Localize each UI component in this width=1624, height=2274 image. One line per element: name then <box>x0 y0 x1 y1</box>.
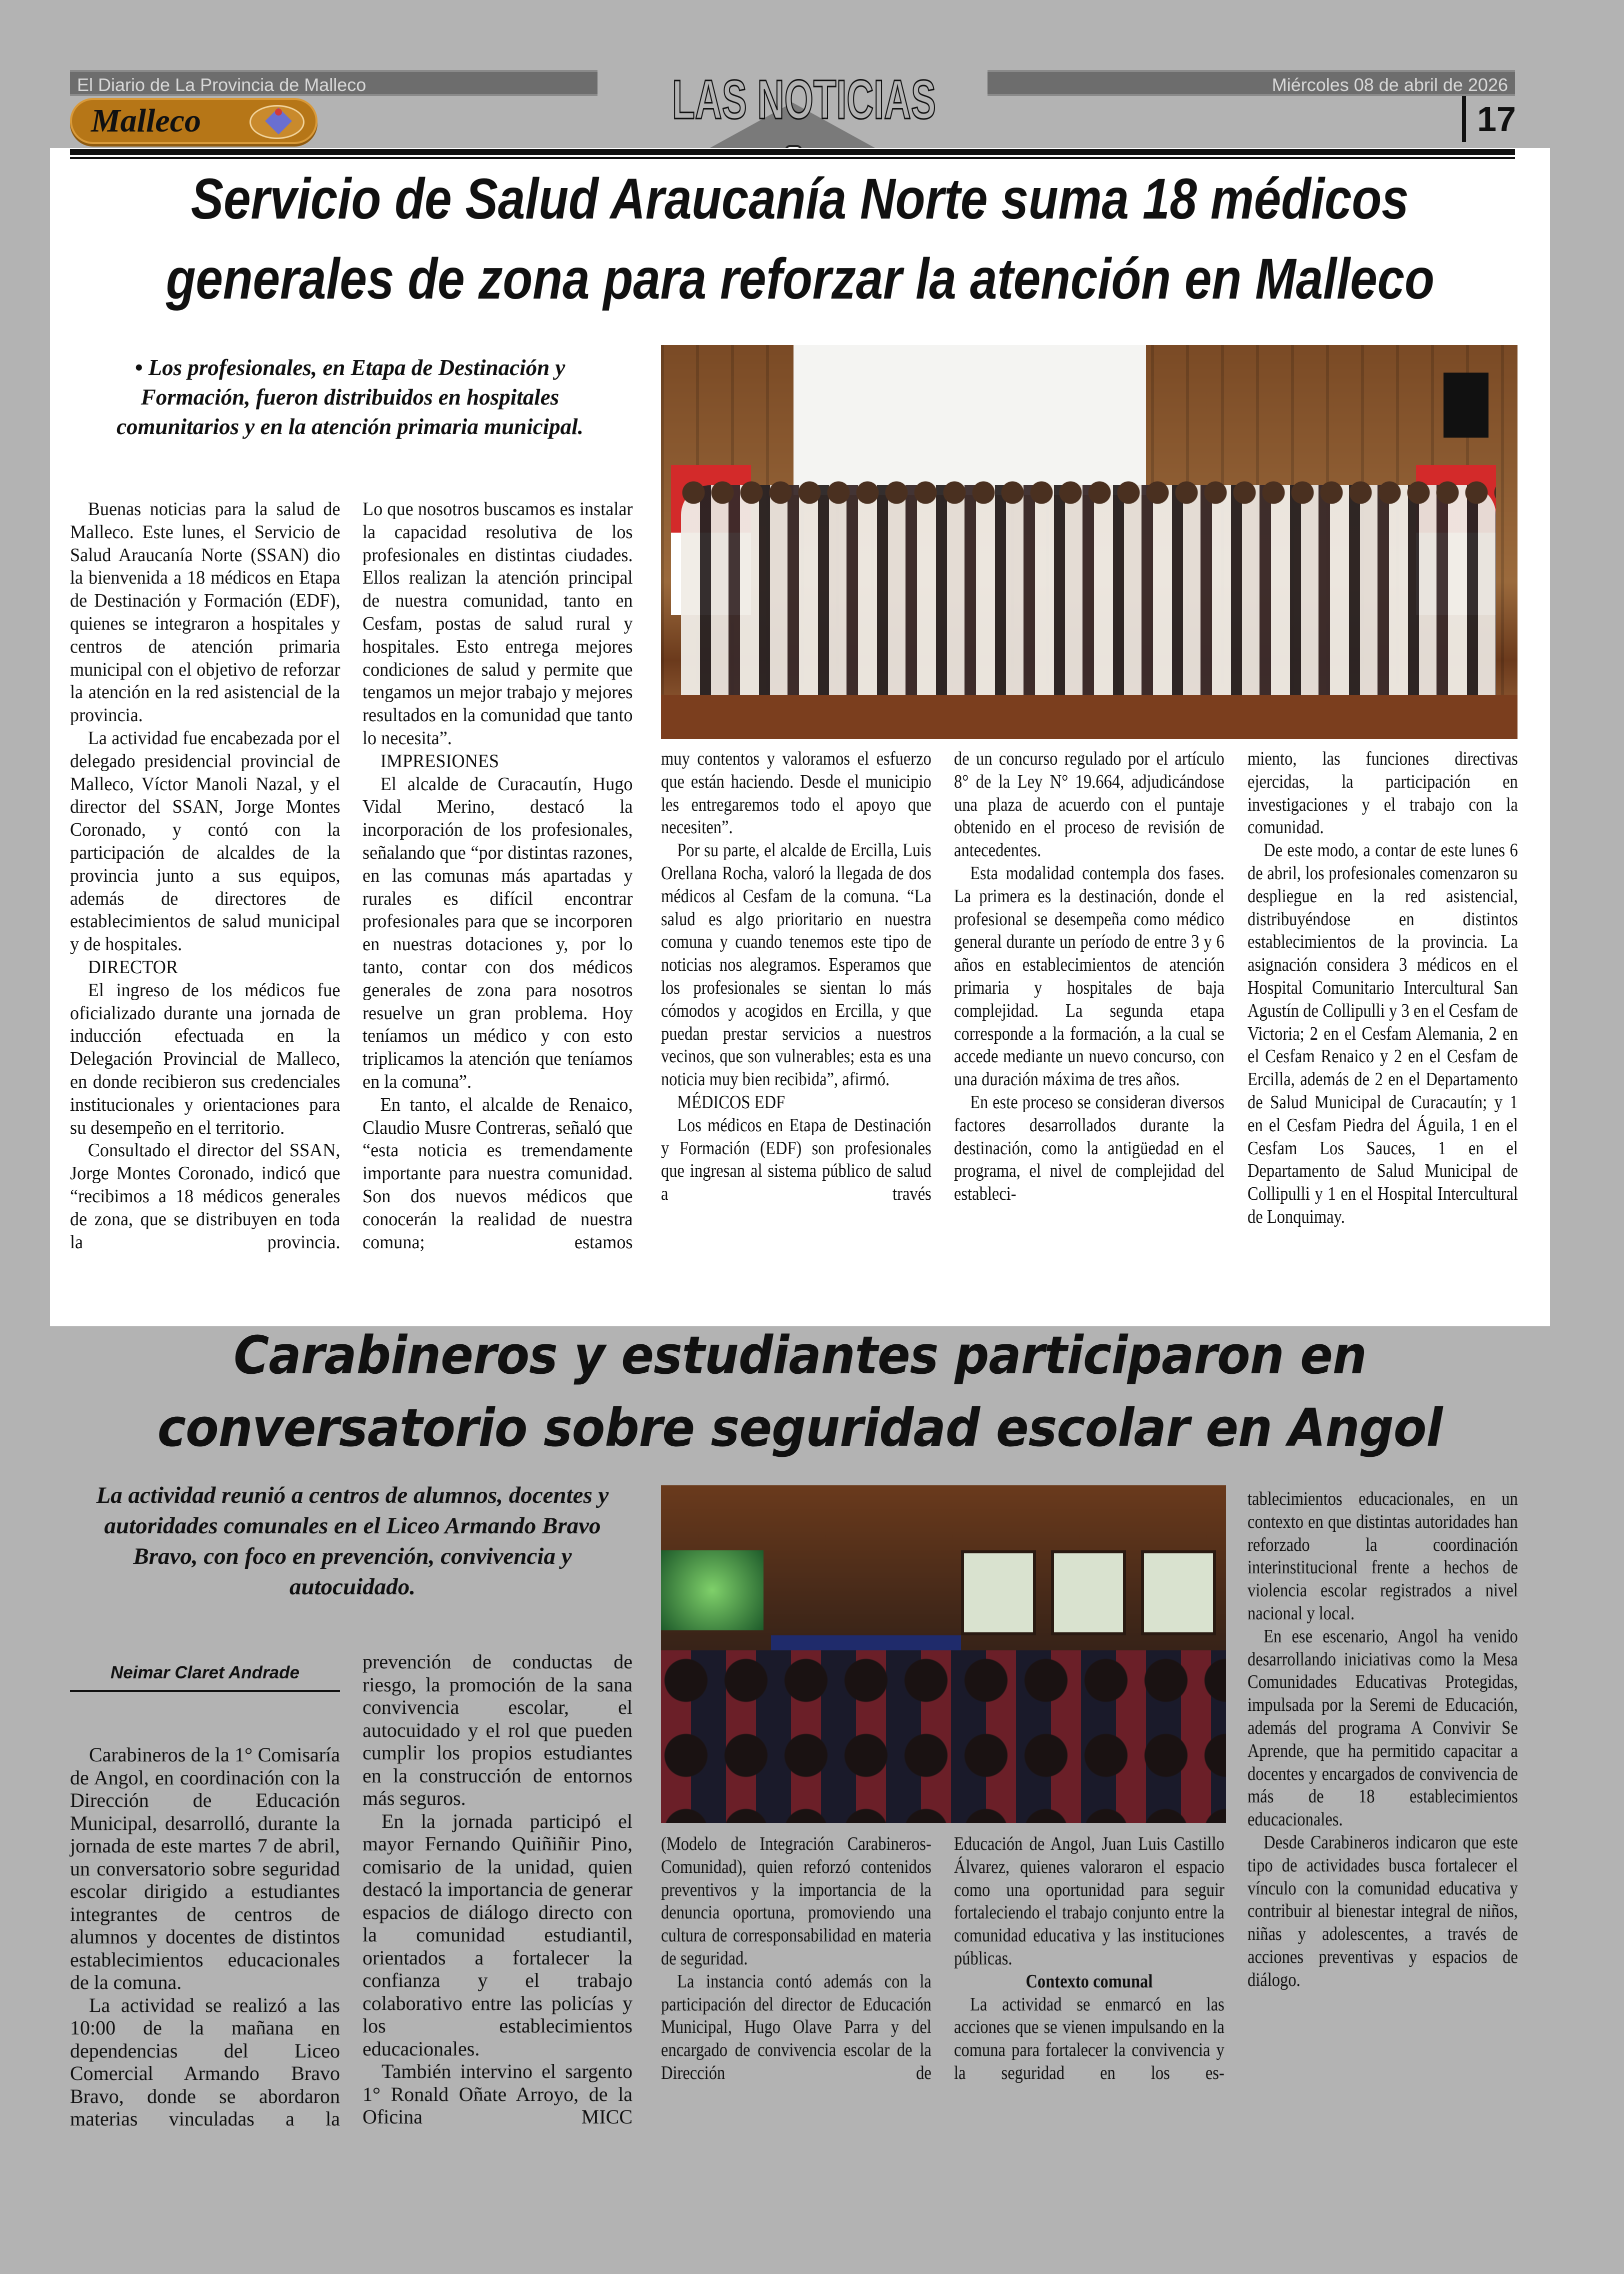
paragraph: de un concurso regulado por el artículo 8° de la Ley N° 19.664, adjudicándose una plaza de acuerdo con el puntaje obtenido en el proceso de revisión de antecedentes. <box>954 748 1224 861</box>
paragraph: La actividad se enmarcó en las acciones que se vienen impulsando en la comuna para fortalecer la convivencia y la seguridad en los es- <box>954 1993 1224 2083</box>
byline: Neimar Claret Andrade <box>70 1663 340 1692</box>
paragraph: miento, las funciones directivas ejercidas, la participación en investigaciones y el trabajo con la comunidad. <box>1248 748 1518 838</box>
headline-text: generales de zona para reforzar la atención en Malleco <box>166 247 1434 311</box>
article-1-subhead: • Los profesionales, en Etapa de Destinación y Formación, fueron distribuidos en hospitales comunitarios y en la atención primaria municipal. <box>116 355 584 439</box>
group-of-doctors <box>681 485 1496 695</box>
section-heading: MÉDICOS EDF <box>677 1091 786 1113</box>
paragraph: El ingreso de los médicos fue oficializado durante una jornada de inducción efectuada en la Delegación Provincial de Malleco, en donde recibieron sus credenciales institucionales y orientaciones para su desempeño en el territorio. <box>70 979 340 1138</box>
paragraph: tablecimientos educacionales, en un contexto en que distintas autoridades han reforzado la coordinación interinstitucional frente a hechos de violencia escolar registrados a nivel nacional y local. <box>1248 1488 1518 1624</box>
paragraph: La instancia contó además con la participación del director de Educación Municipal, Hugo Olave Parra y del encargado de convivencia escolar de la Dirección de <box>661 1970 932 2083</box>
paragraph: La actividad se realizó a las 10:00 de la mañana en dependencias del Liceo Comercial Armando Bravo Bravo, donde se abordaron materias vinculadas a la <box>70 1993 340 2130</box>
headline-text: conversatorio sobre seguridad escolar en Angol <box>158 1397 1442 1458</box>
masthead-tagline: El Diario de La Provincia de Malleco <box>77 75 366 95</box>
paragraph: (Modelo de Integración Carabineros-Comunidad), quien reforzó contenidos preventivos y la importancia de la denuncia oportuna, promoviendo una cultura de corresponsabilidad en materia de seguridad. <box>661 1833 932 1969</box>
masthead-date-bar <box>988 70 1515 96</box>
headline-text: Carabineros y estudiantes participaron en <box>234 1325 1366 1386</box>
article-2-subhead: La actividad reunió a centros de alumnos, docentes y autoridades comunales en el Liceo Armando Bravo Bravo, con foco en prevención, convivencia y autocuidado. <box>96 1482 609 1600</box>
paragraph: En la jornada participó el mayor Fernando Quiñiñir Pino, comisario de la unidad, quien destacó la importancia de generar espacios de diálogo directo con la comunidad estudiantil, orientados a fortalecer la confianza y el trabajo colaborativo entre las policías y los establecimientos educacionales. <box>362 1809 632 2060</box>
logo-text-wrap <box>610 68 975 132</box>
article-2-column-1 <box>70 1743 340 2130</box>
article-2-conversatorio-photo <box>661 1485 1226 1823</box>
section-badge <box>70 98 318 144</box>
masthead-rule <box>70 149 1515 157</box>
article-1-headline-line-1 <box>50 159 1550 239</box>
article-2-column-2 <box>362 1650 632 2128</box>
paragraph: Buenas noticias para la salud de Malleco. Este lunes, el Servicio de Salud Araucanía Norte (SSAN) dio la bienvenida a 18 médicos en Etapa de Destinación y Formación (EDF), quienes se integraron a hospitales y centros de atención primaria municipal con el objetivo de reforzar la atención en la red asistencial de la provincia. <box>70 499 340 726</box>
paragraph: También intervino el sargento 1° Ronald Oñate Arroyo, de la Oficina MICC <box>362 2060 632 2128</box>
article-1-group-photo <box>661 345 1518 739</box>
article-2-column-5 <box>1248 1488 1518 1992</box>
paragraph: De este modo, a contar de este lunes 6 de abril, los profesionales comenzaron su despliegue en la red asistencial, distribuyéndose en distintos establecimientos de la provincia. La asignación considera 3 médicos en el Hospital Comunitario Intercultural San Agustín de Collipulli y 3 en el Cesfam de Victoria; 2 en el Cesfam Alemania, 2 en el Cesfam Renaico y 2 en el Cesfam de Ercilla, además de 2 en el Departamento de Salud Municipal de Curacautín; y 1 en el Cesfam Piedra del Águila, 1 en el Cesfam Los Sauces, 1 en el Departamento de Salud Municipal de Collipulli y 1 en el Hospital Intercultural de Lonquimay. <box>1248 840 1518 1227</box>
paragraph: Esta modalidad contempla dos fases. La primera es la destinación, donde el profesional se desempeña como médico general durante un período de entre 3 y 6 años en establecimientos de atención primaria y hospitales de baja complejidad. La segunda etapa corresponde a la formación, a la cual se accede mediante un nuevo concurso, con una duración máxima de tres años. <box>954 862 1224 1090</box>
article-2-headline-line-2 <box>50 1393 1550 1463</box>
paragraph: Desde Carabineros indicaron que este tipo de actividades busca fortalecer el vínculo con la comunidad educativa y contribuir al bienestar integral de niños, niñas y adolescentes, a través de acciones preventivas y espacios de diálogo. <box>1248 1831 1518 1990</box>
article-1-column-2 <box>362 498 633 1254</box>
paragraph: Los médicos en Etapa de Destinación y Formación (EDF) son profesionales que ingresan al sistema público de salud a través <box>661 1114 932 1205</box>
paragraph: Consultado el director del SSAN, Jorge Montes Coronado, indicó que “recibimos a 18 médicos generales de zona, que se distribuyen en toda la provincia. <box>70 1140 340 1253</box>
section-name: Malleco <box>91 103 201 139</box>
article-1-column-4 <box>954 748 1224 1206</box>
section-heading: IMPRESIONES <box>380 750 500 772</box>
paragraph: En ese escenario, Angol ha venido desarrollando iniciativas como la Mesa Comunidades Educativas Protegidas, impulsada por la Seremi de Educación, además del programa A Convivir Se Aprende, que ha permitido capacitar a docentes y encargados de convivencia de más de 18 establecimientos educacionales. <box>1248 1625 1518 1830</box>
article-1-column-1 <box>70 498 340 1254</box>
speaker <box>1444 373 1488 438</box>
paragraph: Por su parte, el alcalde de Ercilla, Luis Orellana Rocha, valoró la llegada de dos médicos al Cesfam de la comuna. “La salud es algo prioritario en nuestra comuna y cuando tenemos este tipo de noticias nos alegramos. Esperamos que los profesionales se sientan lo más cómodos y acogidos en Ercilla, y que puedan prestar servicios a nuestros vecinos, que son vulnerables; esta es una noticia muy bien recibida”, afirmó. <box>661 840 932 1090</box>
paragraph: En este proceso se consideran diversos factores desarrollados durante la destinación, como la antigüedad en el programa, el nivel de complejidad del estableci- <box>954 1091 1224 1205</box>
paragraph: muy contentos y valoramos el esfuerzo que están haciendo. Desde el municipio les entregaremos todo el apoyo que necesiten”. <box>661 748 932 838</box>
paragraph: Carabineros de la 1° Comisaría de Angol, en coordinación con la Dirección de Educación Municipal, desarrolló, durante la jornada de este martes 7 de abril, un conversatorio sobre seguridad escolar dirigido a estudiantes integrantes de centros de alumnos y docentes de distintos establecimientos educacionales de la comuna. <box>70 1743 340 1993</box>
page-number: 17 <box>1462 96 1516 142</box>
paragraph: Lo que nosotros buscamos es instalar la capacidad resolutiva de los profesionales en distintas ciudades. Ellos realizan la atención principal de nuestra comunidad, tanto en Cesfam, postas de salud rural y hospitales. Esto entrega mejores condiciones de salud y permite que tengamos un mejor trabajo y mejores resultados en la comunidad que tanto lo necesita”. <box>362 499 633 749</box>
section-heading: DIRECTOR <box>88 956 178 978</box>
article-1-headline-line-2 <box>50 239 1550 319</box>
screen-display <box>661 1550 764 1630</box>
section-heading: Contexto comunal <box>1026 1970 1153 1992</box>
logo-text: LAS NOTICIAS <box>672 69 936 131</box>
audience <box>661 1650 1226 1823</box>
article-1-column-5 <box>1248 748 1518 1229</box>
article-1-column-3 <box>661 748 932 1206</box>
headline-text: Servicio de Salud Araucanía Norte suma 18 médicos <box>191 167 1409 231</box>
paragraph: En tanto, el alcalde de Renaico, Claudio Musre Contreras, señaló que “esta noticia es tremendamente importante para nuestra comunidad. Son dos nuevos médicos que conocerán la realidad de nuestra comuna; estamos <box>362 1094 633 1253</box>
issue-date: Miércoles 08 de abril de 2026 <box>1272 75 1508 95</box>
paragraph: Educación de Angol, Juan Luis Castillo Álvarez, quienes valoraron el espacio como una oportunidad para seguir fortaleciendo el trabajo conjunto entre la comunidad educativa y las instituciones públicas. <box>954 1833 1224 1969</box>
article-2-headline-line-1 <box>50 1320 1550 1390</box>
masthead-tagline-bar <box>70 70 598 96</box>
map-pin-icon <box>250 105 304 139</box>
paragraph: La actividad fue encabezada por el delegado presidencial provincial de Malleco, Víctor Manoli Nazal, y el director del SSAN, Jorge Montes Coronado, y contó con la participación de alcaldes de la provincia junto a sus equipos, además de directores de establecimientos de salud municipal y de hospitales. <box>70 727 340 955</box>
article-2-column-3 <box>661 1833 932 2085</box>
paragraph: prevención de conductas de riesgo, la promoción de la sana convivencia escolar, el autocuidado y el rol que pueden cumplir los propios estudiantes en la construcción de entornos más seguros. <box>362 1650 632 1809</box>
paragraph: El alcalde de Curacautín, Hugo Vidal Merino, destacó la incorporación de los profesionales, señalando que “por distintas razones, en las comunas más apartadas y rurales es difícil encontrar profesionales para que se incorporen en nuestras dotaciones y, por lo tanto, contar con dos médicos generales de zona para nosotros resuelve un gran problema. Hoy teníamos un médico y con esto triplicamos la atención que teníamos en la comuna”. <box>362 773 633 1092</box>
article-2-column-4 <box>954 1833 1224 2085</box>
